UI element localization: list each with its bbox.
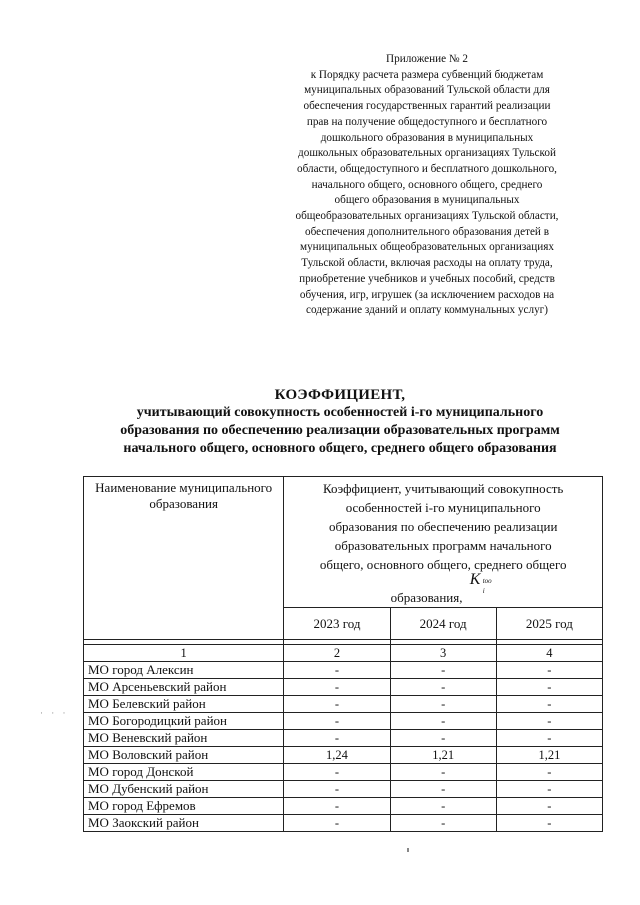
appendix-line: Приложение № 2: [386, 53, 468, 65]
appendix-line: дошкольного образования в муниципальных: [320, 131, 534, 144]
value-2025: -: [496, 679, 602, 696]
municipality-name: МО Воловский район: [84, 747, 284, 764]
header-coef-line: образовательных программ начального: [334, 538, 552, 553]
column-number: 4: [496, 645, 602, 662]
table-row: [84, 747, 603, 764]
value-2024: -: [390, 798, 496, 815]
value-2023: -: [284, 730, 390, 747]
title-subline: учитывающий совокупность особенностей i-го муниципального: [136, 405, 544, 420]
value-2025: -: [496, 798, 602, 815]
value-2025: -: [496, 781, 602, 798]
appendix-line: общего образования в муниципальных: [334, 194, 520, 207]
coefficient-table: [83, 476, 603, 832]
municipality-name: МО Веневский район: [84, 730, 284, 747]
value-2025: -: [496, 662, 602, 679]
scan-dot: [407, 848, 409, 852]
municipality-name: МО город Донской: [84, 764, 284, 781]
symbol-subscript: i: [482, 587, 485, 595]
table-row: [84, 730, 603, 747]
column-number-row: [84, 645, 603, 662]
appendix-note: [262, 52, 592, 319]
value-2025: -: [496, 696, 602, 713]
column-number: 3: [390, 645, 496, 662]
table-row: [84, 662, 603, 679]
coefficient-symbol: [466, 571, 496, 602]
appendix-line: области, общедоступного и бесплатного дошкольного,: [297, 162, 557, 175]
value-2023: -: [284, 781, 390, 798]
value-2025: -: [496, 730, 602, 747]
value-2023: -: [284, 713, 390, 730]
value-2023: -: [284, 764, 390, 781]
value-2023: -: [284, 662, 390, 679]
header-coef-line: общего, основного общего, среднего общего: [319, 557, 567, 572]
municipality-name: МО Заокский район: [84, 815, 284, 832]
value-2023: 1,24: [284, 747, 390, 764]
value-2023: -: [284, 696, 390, 713]
appendix-line: дошкольных образовательных организациях Тульской: [298, 147, 556, 160]
title-subline: начального общего, основного общего, среднего общего образования: [123, 441, 557, 456]
value-2024: -: [390, 815, 496, 832]
appendix-line: приобретение учебников и учебных пособий, средств: [299, 272, 555, 285]
appendix-line: обеспечения дополнительного образования детей в: [304, 225, 549, 238]
table-row: [84, 815, 603, 832]
document-title: [60, 386, 620, 458]
year-2024: 2024 год: [390, 608, 496, 640]
appendix-line: Тульской области, включая расходы на оплату труда,: [301, 257, 553, 270]
appendix-line: к Порядку расчета размера субвенций бюджетам: [310, 68, 544, 81]
value-2024: -: [390, 730, 496, 747]
municipality-name: МО Богородицкий район: [84, 713, 284, 730]
municipality-name: МО Арсеньевский район: [84, 679, 284, 696]
value-2025: -: [496, 815, 602, 832]
value-2023: -: [284, 815, 390, 832]
value-2025: -: [496, 713, 602, 730]
table-row: [84, 679, 603, 696]
year-2025: 2025 год: [496, 608, 602, 640]
appendix-line: начального общего, основного общего, среднего: [311, 178, 543, 191]
title-subline: образования по обеспечению реализации образовательных программ: [120, 423, 560, 438]
header-coef-line: Коэффициент, учитывающий совокупность: [322, 481, 564, 496]
column-number: 2: [284, 645, 390, 662]
value-2024: -: [390, 679, 496, 696]
municipality-name: МО город Ефремов: [84, 798, 284, 815]
year-2023: 2023 год: [284, 608, 390, 640]
appendix-line: муниципальных общеобразовательных организациях: [300, 241, 554, 254]
appendix-line: обучения, игр, игрушек (за исключением расходов на: [299, 288, 555, 301]
table-header-row: [84, 477, 603, 608]
appendix-line: общеобразовательных организациях Тульской области,: [295, 210, 559, 223]
appendix-line: обеспечения государственных гарантий реализации: [303, 100, 551, 113]
appendix-line: прав на получение общедоступного и бесплатного: [306, 115, 548, 128]
value-2023: -: [284, 679, 390, 696]
value-2024: -: [390, 696, 496, 713]
header-municipality: Наименование муниципального образования: [84, 477, 284, 640]
header-coef-tail: образования,: [390, 590, 463, 605]
title-main: КОЭФФИЦИЕНТ,: [274, 387, 406, 403]
appendix-line: муниципальных образований Тульской области для: [304, 84, 550, 97]
header-coefficient: [284, 477, 603, 608]
column-number: 1: [84, 645, 284, 662]
municipality-name: МО город Алексин: [84, 662, 284, 679]
header-coef-line: особенностей i-го муниципального: [345, 500, 541, 515]
table-row: [84, 764, 603, 781]
municipality-name: МО Белевский район: [84, 696, 284, 713]
value-2024: -: [390, 713, 496, 730]
symbol-superscript: too: [482, 577, 492, 585]
value-2025: 1,21: [496, 747, 602, 764]
value-2024: 1,21: [390, 747, 496, 764]
table-row: [84, 781, 603, 798]
symbol-letter: K: [469, 571, 481, 588]
scan-marks: · · ·: [40, 708, 69, 718]
appendix-line: содержание зданий и оплату коммунальных услуг): [306, 304, 548, 317]
value-2024: -: [390, 764, 496, 781]
value-2023: -: [284, 798, 390, 815]
value-2024: -: [390, 662, 496, 679]
municipality-name: МО Дубенский район: [84, 781, 284, 798]
table-row: [84, 798, 603, 815]
header-coef-line: образования по обеспечению реализации: [328, 519, 558, 534]
table-row: [84, 696, 603, 713]
table-row: [84, 713, 603, 730]
value-2024: -: [390, 781, 496, 798]
value-2025: -: [496, 764, 602, 781]
